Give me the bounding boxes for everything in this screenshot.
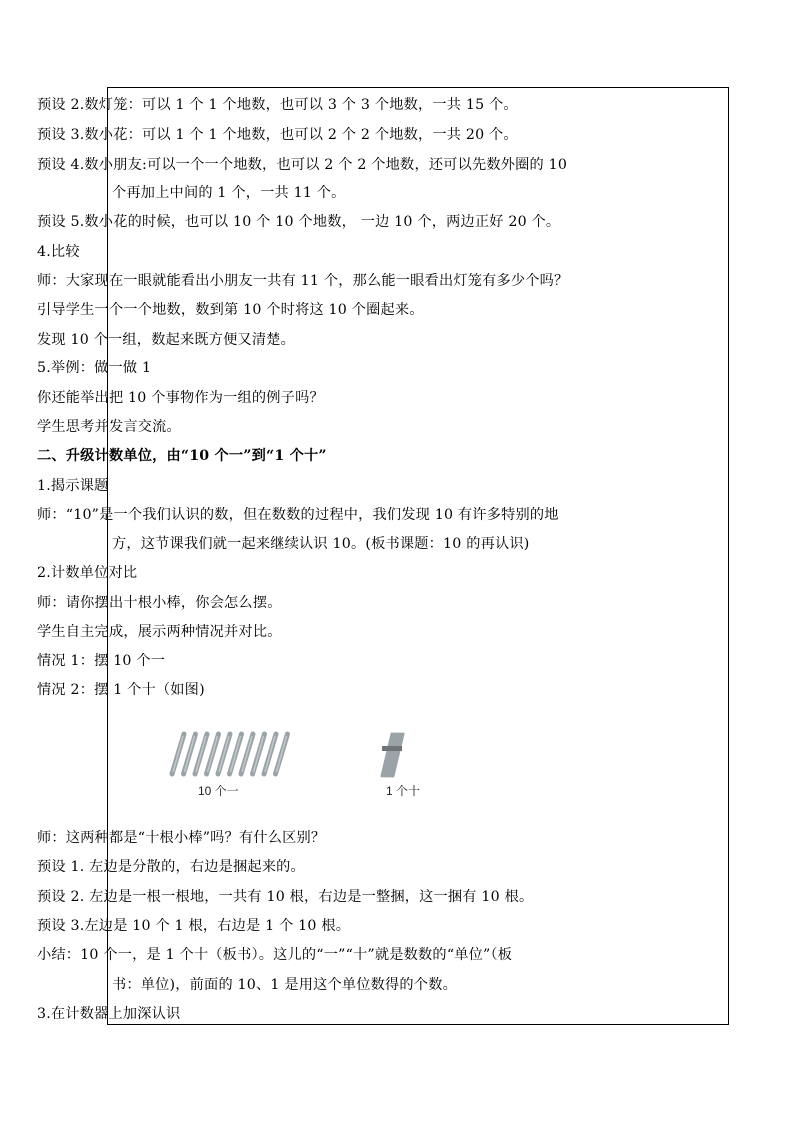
stick-highlight: [265, 736, 275, 772]
text-line: 预设 3.数小花：可以 1 个 1 个地数，也可以 2 个 2 个地数，一共 20 个。: [37, 127, 518, 143]
stick-highlight: [254, 736, 264, 772]
text-line: 师：大家现在一眼就能看出小朋友一共有 11 个，那么能一眼看出灯笼有多少个吗？: [37, 273, 569, 289]
text-line: 小结：10 个一，是 1 个十（板书）。这儿的“一”“十”就是数数的“单位”（板: [37, 947, 513, 963]
bundle-band: [382, 746, 402, 751]
text-line: 师：“10”是一个我们认识的数，但在数数的过程中，我们发现 10 有许多特别的地: [37, 507, 559, 523]
stick-highlight: [196, 736, 206, 772]
text-line: 预设 3.左边是 10 个 1 根，右边是 1 个 10 根。: [37, 918, 351, 934]
text-line: 师：请你摆出十根小棒，你会怎么摆。: [37, 595, 282, 611]
text-line: 3.在计数器上加深认识: [37, 1006, 181, 1022]
text-line: 预设 2. 左边是一根一根地，一共有 10 根，右边是一整捆，这一捆有 10 根。: [37, 889, 534, 905]
text-line: 情况 2：摆 1 个十（如图): [37, 682, 205, 698]
stick-highlight: [173, 736, 183, 772]
text-line: 4.比较: [37, 244, 80, 260]
text-line: 你还能举出把 10 个事物作为一组的例子吗？: [37, 390, 324, 406]
text-line: 预设 1. 左边是分散的，右边是捆起来的。: [37, 859, 305, 875]
loose-sticks: [172, 734, 288, 774]
stick-bundle: [382, 734, 403, 776]
text-line: 方，这节课我们就一起来继续认识 10。(板书课题：10 的再认识): [112, 536, 530, 552]
left-caption: 10 个一: [198, 784, 239, 798]
text-line: 发现 10 个一组，数起来既方便又清楚。: [37, 332, 296, 348]
sticks-illustration: [168, 726, 438, 802]
stick-highlight: [231, 736, 241, 772]
text-line: 2.计数单位对比: [37, 565, 138, 581]
text-line: 学生思考并发言交流。: [37, 419, 181, 435]
stick-highlight: [219, 736, 229, 772]
text-line: 师：这两种都是“十根小棒”吗？有什么区别？: [37, 830, 326, 846]
section-heading: 二、升级计数单位，由“10 个一”到“1 个十”: [37, 448, 327, 464]
text-line: 情况 1：摆 10 个一: [37, 653, 166, 669]
text-line: 书：单位)，前面的 10、1 是用这个单位数得的个数。: [112, 977, 457, 993]
stick-highlight: [185, 736, 195, 772]
stick-highlight: [242, 736, 252, 772]
stick-highlight: [208, 736, 218, 772]
text-line: 学生自主完成，展示两种情况并对比。: [37, 624, 282, 640]
stick-highlight: [277, 736, 287, 772]
text-line: 1.揭示课题: [37, 478, 109, 494]
text-line: 预设 5.数小花的时候，也可以 10 个 10 个地数， 一边 10 个，两边正好 20 个。: [37, 214, 561, 230]
text-line: 引导学生一个一个地数，数到第 10 个时将这 10 个圈起来。: [37, 302, 424, 318]
text-line: 预设 4.数小朋友:可以一个一个地数，也可以 2 个 2 个地数，还可以先数外圈的 10: [37, 157, 568, 173]
text-line: 预设 2.数灯笼：可以 1 个 1 个地数，也可以 3 个 3 个地数，一共 15 个。: [37, 97, 518, 113]
text-line: 5.举例：做一做 1: [37, 360, 152, 376]
text-line: 个再加上中间的 1 个，一共 11 个。: [112, 185, 346, 201]
right-caption: 1 个十: [386, 784, 421, 798]
sticks-figure: [168, 726, 438, 802]
